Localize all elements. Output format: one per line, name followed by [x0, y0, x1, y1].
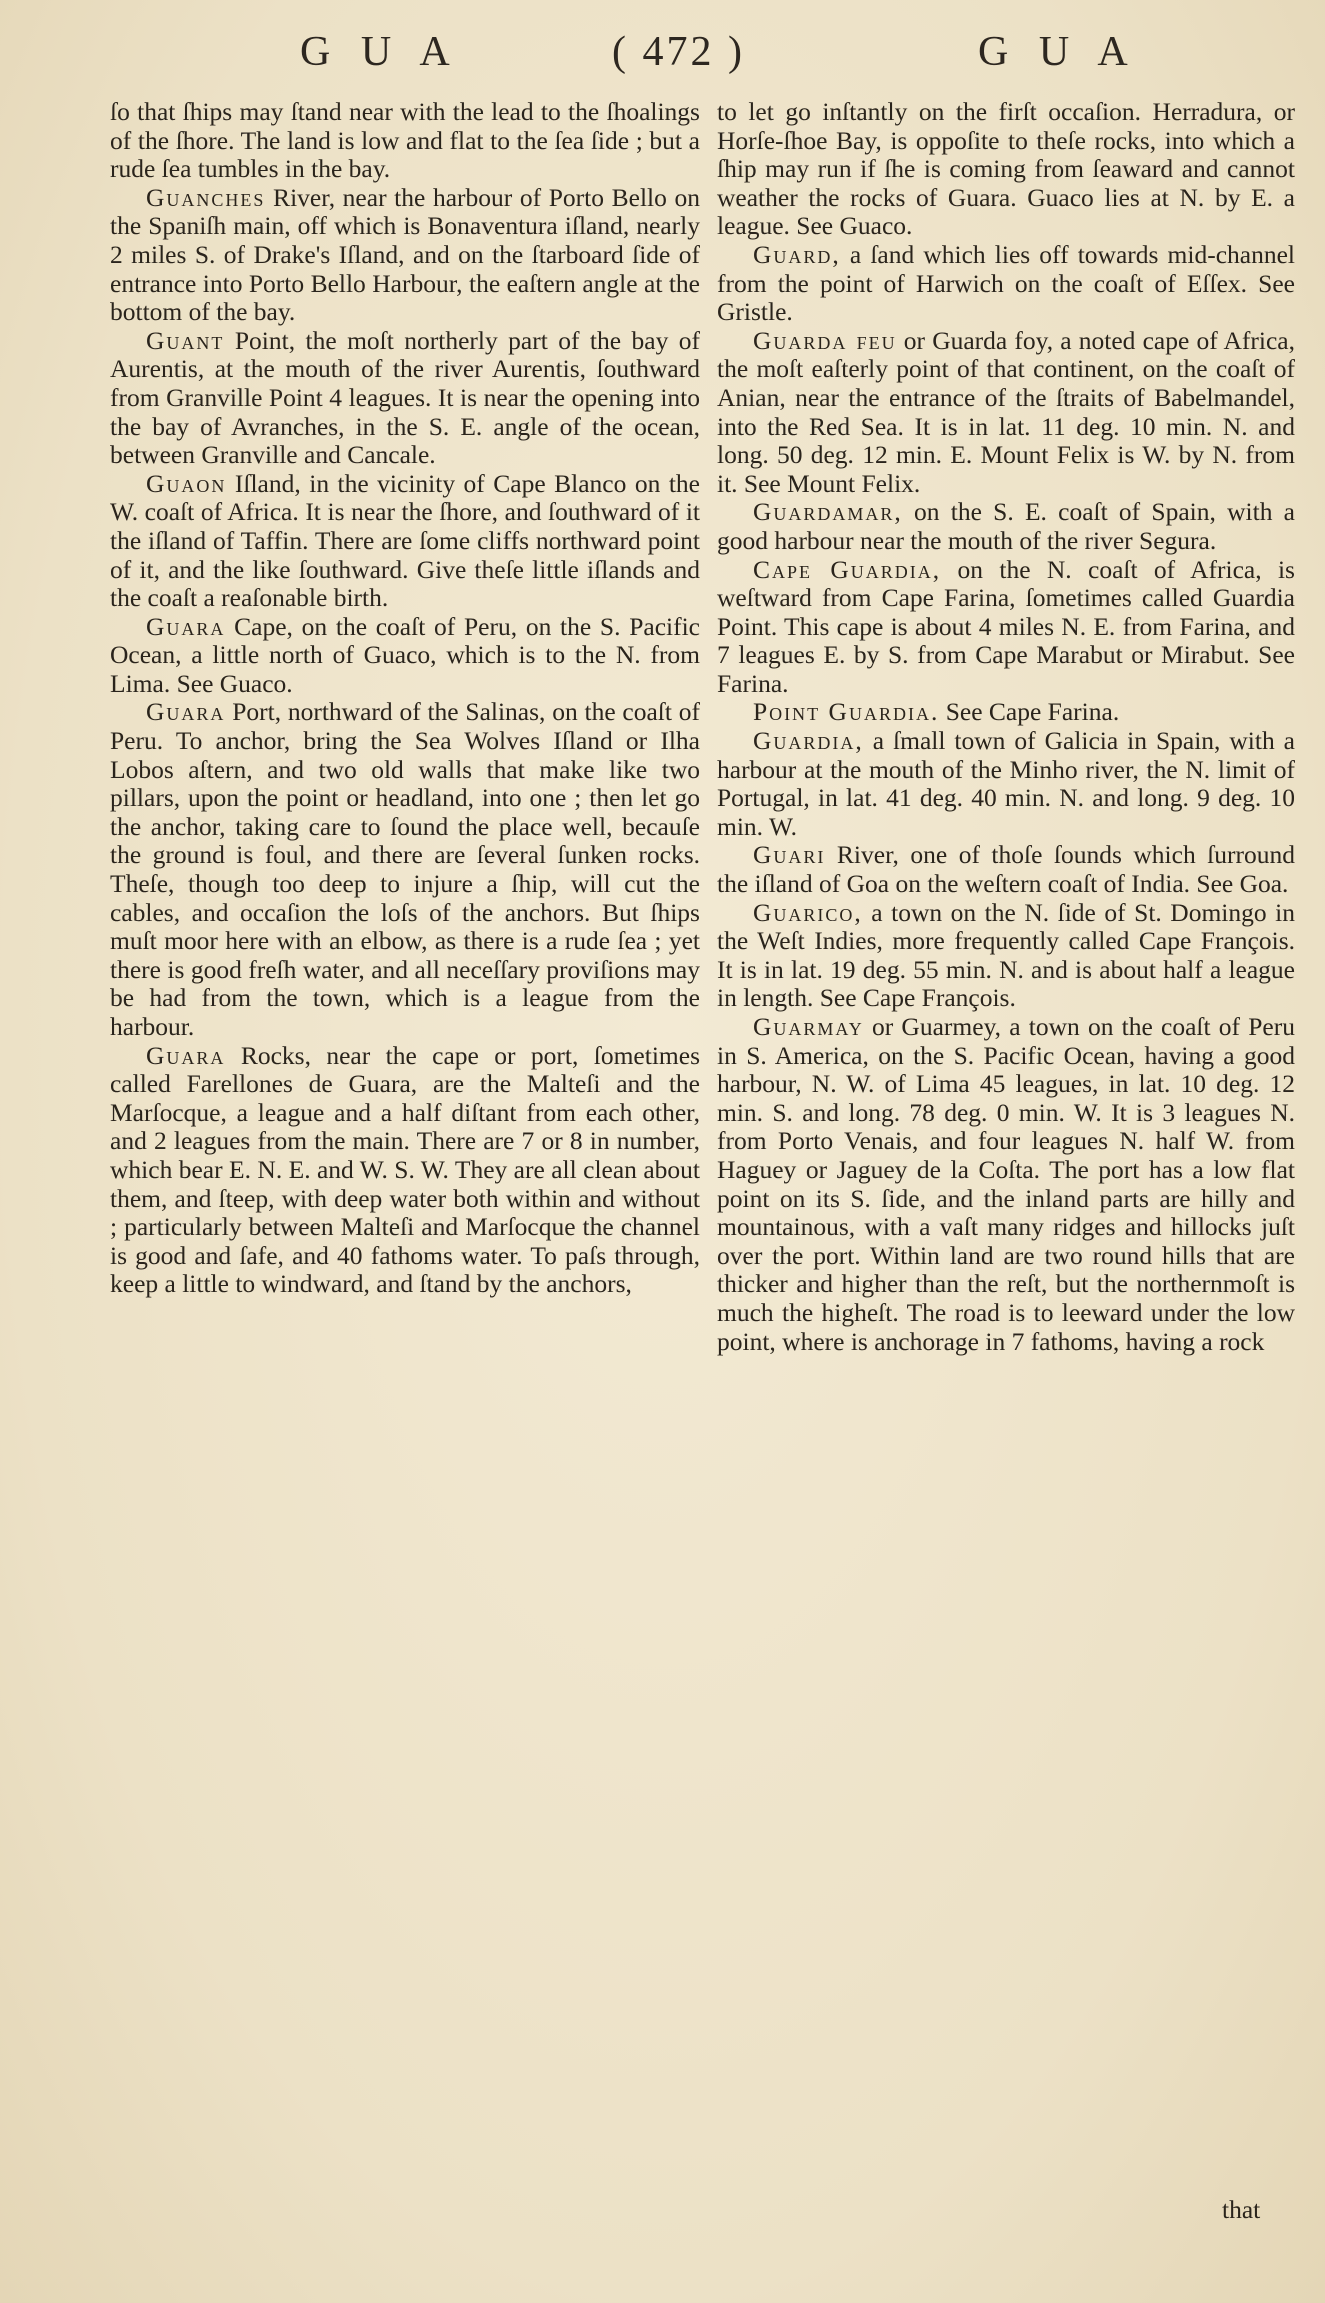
- entry: [110, 327, 700, 470]
- entry-text: River, one of thoſe ſounds which ſurround the iſland of Goa on the weſtern coaſt of India. See Goa.: [717, 840, 1295, 899]
- entry: [110, 698, 700, 1041]
- entry-text: Port, northward of the Salinas, on the coaſt of Peru. To anchor, bring the Sea Wolves Iſland or Ilha Lobos aſtern, and two old walls that make like two pillars, upon the point or headland, into one ; then let go the anchor, taking care to ſound the place well, becauſe the ground is foul, and there are ſeveral ſunken rocks. Theſe, though too deep to injure a ſhip, will cut the cables, and occaſion the loſs of the anchors. But ſhips muſt moor here with an elbow, as there is a rude ſea ; yet there is good freſh water, and all neceſſary proviſions may be had from the town, which is a league from the harbour.: [110, 697, 700, 1041]
- left-column: [110, 98, 700, 1299]
- entry-text: a ſand which lies off towards mid-channel from the point of Harwich on the coaſt of Eſſex. See Gristle.: [717, 239, 1295, 327]
- entry: [110, 613, 700, 699]
- entry-text: See Cape Farina.: [939, 697, 1120, 727]
- catchword: that: [1222, 2195, 1261, 2224]
- entry: [717, 1013, 1295, 1356]
- entry-text: Rocks, near the cape or port, ſometimes called Farellones de Guara, are the Malteſi and the Marſocque, a league and a half diſtant from each other, and 2 leagues from the main. There are 7 or 8 in number, which bear E. N. E. and W. S. W. They are all clean about them, and ſteep, with deep water both within and without ; particularly between Malteſi and Marſocque the channel is good and ſafe, and 40 fathoms water. To paſs through, keep a little to windward, and ſtand by the anchors,: [110, 1040, 700, 1299]
- entry: [717, 241, 1295, 327]
- entry: [717, 556, 1295, 699]
- entry-headword: Guarda feu: [753, 325, 897, 355]
- entry-headword: Cape Guardia,: [753, 554, 942, 584]
- entry-text: Iſland, in the vicinity of Cape Blanco on the W. coaſt of Africa. It is near the ſhore, and ſouthward of it the iſland of Taffin. There are ſome cliffs northward point of it, and the like ſouthward. Give theſe little iſlands and the coaſt a reaſonable birth.: [110, 468, 700, 613]
- entry-headword: Guarmay: [753, 1012, 864, 1041]
- entry: [110, 1042, 700, 1299]
- entry-text: on the N. coaſt of Africa, is weſtward from Cape Farina, ſometimes called Guardia Point. This cape is about 4 miles N. E. from Farina, and 7 leagues E. by S. from Cape Marabut or Mirabut. See Farina.: [717, 554, 1295, 698]
- entry: [110, 470, 700, 613]
- entry-headword: Guant: [146, 325, 225, 355]
- entry-headword: Guara: [146, 697, 226, 727]
- running-header: [0, 22, 1325, 82]
- entry-headword: Guara: [146, 611, 226, 641]
- entry: [717, 698, 1295, 727]
- entry: [110, 184, 700, 327]
- entry-headword: Guarico,: [753, 897, 863, 927]
- entry-text: Point, the moſt northerly part of the bay of Aurentis, at the mouth of the river Aurentis, ſouthward from Granville Point 4 leagues. It is near the opening into the bay of Avranches, in the S. E. angle of the ocean, between Granville and Cancale.: [110, 325, 700, 470]
- entry-text: on the S. E. coaſt of Spain, with a good harbour near the mouth of the river Segura.: [717, 497, 1295, 555]
- entry-text: Cape, on the coaſt of Peru, on the S. Pacific Ocean, a little north of Guaco, which is to the N. from Lima. See Guaco.: [110, 611, 700, 698]
- entry-text: a ſmall town of Galicia in Spain, with a harbour at the mouth of the Minho river, the N. limit of Portugal, in lat. 41 deg. 40 min. N. and long. 9 deg. 10 min. W.: [717, 726, 1295, 841]
- entry: [717, 727, 1295, 841]
- entry: [717, 899, 1295, 1013]
- entry-headword: Guaon: [146, 468, 227, 498]
- header-right: G U A: [978, 29, 1138, 75]
- entry: [717, 327, 1295, 499]
- entry-text: or Guarmey, a town on the coaſt of Peru in S. America, on the S. Pacific Ocean, having a good harbour, N. W. of Lima 45 leagues, in lat. 10 deg. 12 min. S. and long. 78 deg. 0 min. W. It is 3 leagues N. from Porto Venais, and four leagues N. half W. from Haguey or Jaguey de la Coſta. The port has a low flat point on its S. ſide, and the inland parts are hilly and mountainous, with a vaſt many ridges and hillocks juſt over the port. Within land are two round hills that are thicker and higher than the reſt, but the northernmoſt is much the higheſt. The road is to leeward under the low point, where is anchorage in 7 fathoms, having a rock: [717, 1012, 1295, 1356]
- entry-text: a town on the N. ſide of St. Domingo in the Weſt Indies, more frequently called Cape François. It is in lat. 19 deg. 55 min. N. and is about half a league in length. See Cape François.: [717, 897, 1295, 1013]
- entry-headword: Guanches: [146, 182, 266, 212]
- entry: to let go inſtantly on the firſt occaſion. Herradura, or Horſe-ſhoe Bay, is oppoſite to theſe rocks, into which a ſhip may run if ſhe is coming from ſeaward and cannot weather the rocks of Guara. Guaco lies at N. by E. a league. See Guaco.: [717, 97, 1295, 241]
- entry: ſo that ſhips may ſtand near with the lead to the ſhoalings of the ſhore. The land is low and flat to the ſea ſide ; but a rude ſea tumbles in the bay.: [110, 97, 700, 184]
- entry-headword: Guard,: [753, 239, 841, 269]
- entry-text: River, near the harbour of Porto Bello on the Spaniſh main, off which is Bonaventura iſland, nearly 2 miles S. of Drake's Iſland, and on the ſtarboard ſide of entrance into Porto Bello Harbour, the eaſtern angle at the bottom of the bay.: [110, 182, 700, 327]
- page-number: ( 472 ): [612, 29, 745, 75]
- entry: [717, 841, 1295, 898]
- entry-headword: Guari: [753, 840, 826, 870]
- entry-text: or Guarda foy, a noted cape of Africa, the moſt eaſterly point of that continent, on the coaſt of Anian, near the entrance of the ſtraits of Babelmandel, into the Red Sea. It is in lat. 11 deg. 10 min. N. and long. 50 deg. 12 min. E. Mount Felix is W. by N. from it. See Mount Felix.: [717, 325, 1295, 498]
- right-column: [717, 98, 1295, 1356]
- entry-headword: Guardamar,: [753, 497, 903, 527]
- entry-headword: Point Guardia.: [753, 697, 940, 727]
- entry-headword: Guara: [146, 1040, 226, 1070]
- header-left: G U A: [300, 29, 460, 75]
- entry: [717, 498, 1295, 555]
- entry-headword: Guardia,: [753, 726, 864, 756]
